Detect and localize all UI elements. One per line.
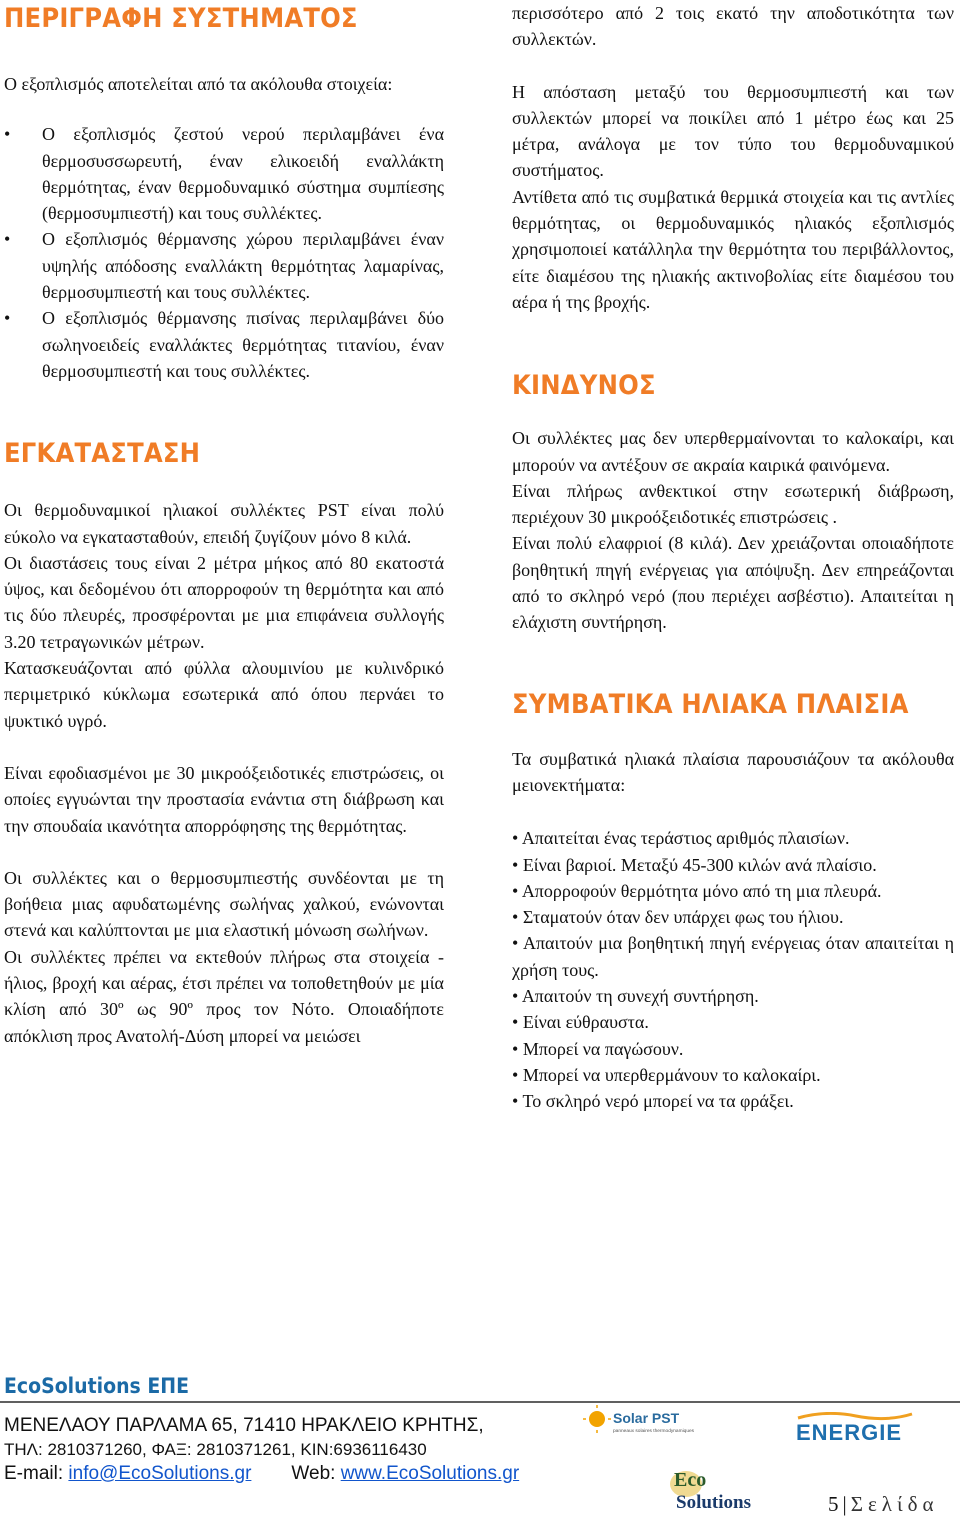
list-item: • Μπορεί να παγώσουν.: [512, 1036, 954, 1062]
company-name: EcoSolutions ΕΠΕ: [4, 1374, 189, 1398]
system-items-list: [4, 121, 444, 384]
danger-paragraph: Είναι πλήρως ανθεκτικοί στην εσωτερική διάβρωση, περιέχουν 30 μικροόξειδοτικές επιστρώσεις .: [512, 480, 954, 528]
solar-pst-logo-text: Solar PST: [613, 1410, 680, 1426]
intro-paragraph: Ο εξοπλισμός αποτελείται από τα ακόλουθα στοιχεία:: [4, 74, 393, 94]
list-item: • Ο εξοπλισμός θέρμανσης χώρου περιλαμβάνει έναν υψηλής απόδοσης εναλλάκτη θερμότητας λαμαρίνας, θερμοσυμπιεστή και τους συλλέκτες.: [4, 226, 444, 305]
solar-pst-logo-tagline: panneaux solaires thermodynamiques: [613, 1429, 695, 1434]
install-paragraph: Είναι εφοδιασμένοι με 30 μικροόξειδοτικές επιστρώσεις, οι οποίες εγγυώνται την προστασία ενάντια στη διάβρωση και την σπουδαία ικανότητα απορρόφησης της θερμότητας.: [4, 762, 444, 836]
right-column: [512, 0, 954, 1115]
solar-pst-logo: [581, 1402, 711, 1438]
footer-divider: [0, 1401, 960, 1403]
page-footer: [0, 1372, 960, 1520]
conventional-intro: Τα συμβατικά ηλιακά πλαίσια παρουσιάζουν τα ακόλουθα μειονεκτήματα:: [512, 748, 954, 795]
heading-installation: ΕΓΚΑΤΑΣΤΑΣΗ: [4, 438, 201, 470]
phone-line: ΤΗΛ: 2810371260, ΦΑΞ: 2810371261, ΚΙΝ:6936116430: [4, 1440, 427, 1459]
email-link[interactable]: info@EcoSolutions.gr: [68, 1463, 252, 1484]
list-item: • Σταματούν όταν δεν υπάρχει φως του ήλιου.: [512, 904, 954, 930]
contact-block: [4, 1414, 519, 1486]
distance-paragraph: Η απόσταση μεταξύ του θερμοσυμπιεστή και των συλλεκτών μπορεί να ποικίλει από 1 μέτρο έως και 25 μέτρα, ανάλογα με τον τύπο του θερμοδυναμικού συστήματος.: [512, 81, 954, 181]
page-number-value: 5: [828, 1492, 839, 1516]
page-word: Σελίδα: [850, 1492, 939, 1516]
list-item: • Το σκληρό νερό μπορεί να τα φράξει.: [512, 1088, 954, 1114]
page-number: 5 | Σελίδα: [828, 1492, 939, 1516]
continuation-paragraph: περισσότερο από 2 τοις εκατό την αποδοτικότητα των συλλεκτών.: [512, 3, 954, 50]
sun-icon: [589, 1411, 605, 1427]
list-item: • Απαιτείται ένας τεράστιος αριθμός πλαισίων.: [512, 825, 954, 851]
list-item: • Ο εξοπλισμός ζεστού νερού περιλαμβάνει ένα θερμοσυσσωρευτή, έναν ελικοειδή εναλλάκτη θερμότητας, έναν θερμοδυναμικό σύστημα συμπίεσης (θερμοσυμπιεστή) και τους συλλέκτες.: [4, 121, 444, 226]
contrast-paragraph: Αντίθετα από τις συμβατικά θερμικά στοιχεία και τις αντλίες θερμότητας, οι θερμοδυναμικός ηλιακός εξοπλισμός χρησιμοποιεί κατάλληλα την θερμότητα του περιβάλλοντος, είτε διαμέσου της ηλιακής ακτινοβολίας είτε διαμέσου του αέρα ή της βροχής.: [512, 186, 954, 312]
heading-danger: ΚΙΝΔΥΝΟΣ: [512, 370, 656, 402]
danger-paragraph: Οι συλλέκτες μας δεν υπερθερμαίνονται το καλοκαίρι, και μπορούν να αντέξουν σε ακραία καιρικά φαινόμενα.: [512, 428, 954, 475]
email-web-line: [4, 1462, 519, 1486]
energie-logo: [790, 1412, 920, 1448]
disadvantages-list: [512, 825, 954, 1114]
install-paragraph: Οι συλλέκτες πρέπει να εκτεθούν πλήρως στα στοιχεία - ήλιος, βροχή και αέρας, έτσι πρέπει να τοποθετηθούν με μία κλίση από 30º ως 90º προς τον Νότο. Οποιαδήποτε απόκλιση προς Ανατολή-Δύση μπορεί να μειώσει: [4, 946, 444, 1046]
web-label: Web:: [291, 1463, 341, 1484]
list-item: • Είναι εύθραυστα.: [512, 1009, 954, 1035]
list-item: • Απορροφούν θερμότητα μόνο από τη μια πλευρά.: [512, 878, 954, 904]
eco-solutions-logo: [666, 1462, 770, 1518]
web-link[interactable]: www.EcoSolutions.gr: [340, 1463, 520, 1484]
solutions-logo-word: Solutions: [676, 1492, 751, 1513]
eco-logo-word: Eco: [674, 1469, 707, 1491]
list-item: • Μπορεί να υπερθερμάνουν το καλοκαίρι.: [512, 1062, 954, 1088]
danger-paragraph: Είναι πολύ ελαφριοί (8 κιλά). Δεν χρειάζονται οποιαδήποτε βοηθητική πηγή ενέργειας για απόψυξη. Δεν επηρεάζονται από το σκληρό νερό (που περιέχει ασβέστιο). Απαιτείται η ελάχιστη συντήρηση.: [512, 533, 954, 633]
email-label: E-mail:: [4, 1463, 69, 1484]
address-line: ΜΕΝΕΛΑΟΥ ΠΑΡΛΑΜΑ 65, 71410 ΗΡΑΚΛΕΙΟ ΚΡΗΤΗΣ,: [4, 1415, 484, 1436]
list-item: • Είναι βαριοί. Μεταξύ 45-300 κιλών ανά πλαίσιο.: [512, 852, 954, 878]
list-item: • Απαιτούν τη συνεχή συντήρηση.: [512, 983, 954, 1009]
install-paragraph: Οι θερμοδυναμικοί ηλιακοί συλλέκτες PST είναι πολύ εύκολο να εγκατασταθούν, επειδή ζυγίζουν μόνο 8 κιλά.: [4, 500, 444, 547]
energie-logo-text: ENERGIE: [796, 1420, 903, 1445]
heading-conventional-panels: ΣΥΜΒΑΤΙΚΑ ΗΛΙΑΚΑ ΠΛΑΙΣΙΑ: [512, 688, 909, 720]
install-paragraph: Οι συλλέκτες και ο θερμοσυμπιεστής συνδέονται με τη βοήθεια μιας αφυδατωμένης σωλήνας χαλκού, ενώνονται στενά και καλύπτονται με μια ελαστική μόνωση σωλήνων.: [4, 867, 444, 941]
list-item: • Ο εξοπλισμός θέρμανσης πισίνας περιλαμβάνει δύο σωληνοειδείς εναλλάκτες θερμότητας τιτανίου, έναν θερμοσυμπιεστή και τους συλλέκτες.: [4, 305, 444, 384]
heading-system-description: ΠΕΡΙΓΡΑΦΗ ΣΥΣΤΗΜΑΤΟΣ: [4, 3, 358, 34]
list-item: • Απαιτούν μια βοηθητική πηγή ενέργειας όταν απαιτείται η χρήση τους.: [512, 930, 954, 983]
install-paragraph: Κατασκευάζονται από φύλλα αλουμινίου με κυλινδρικό περιμετρικό κύκλωμα εσωτερικά από όπου περνάει το ψυκτικό υγρό.: [4, 658, 444, 731]
install-paragraph: Οι διαστάσεις τους είναι 2 μέτρα μήκος από 80 εκατοστά ύψος, και δεδομένου ότι απορροφούν τη θερμότητα και από τις δύο πλευρές, προσφέρονται με μια επιφάνεια συλλογής 3.20 τετραγωνικών μέτρων.: [4, 552, 444, 652]
left-column: [4, 0, 444, 1049]
